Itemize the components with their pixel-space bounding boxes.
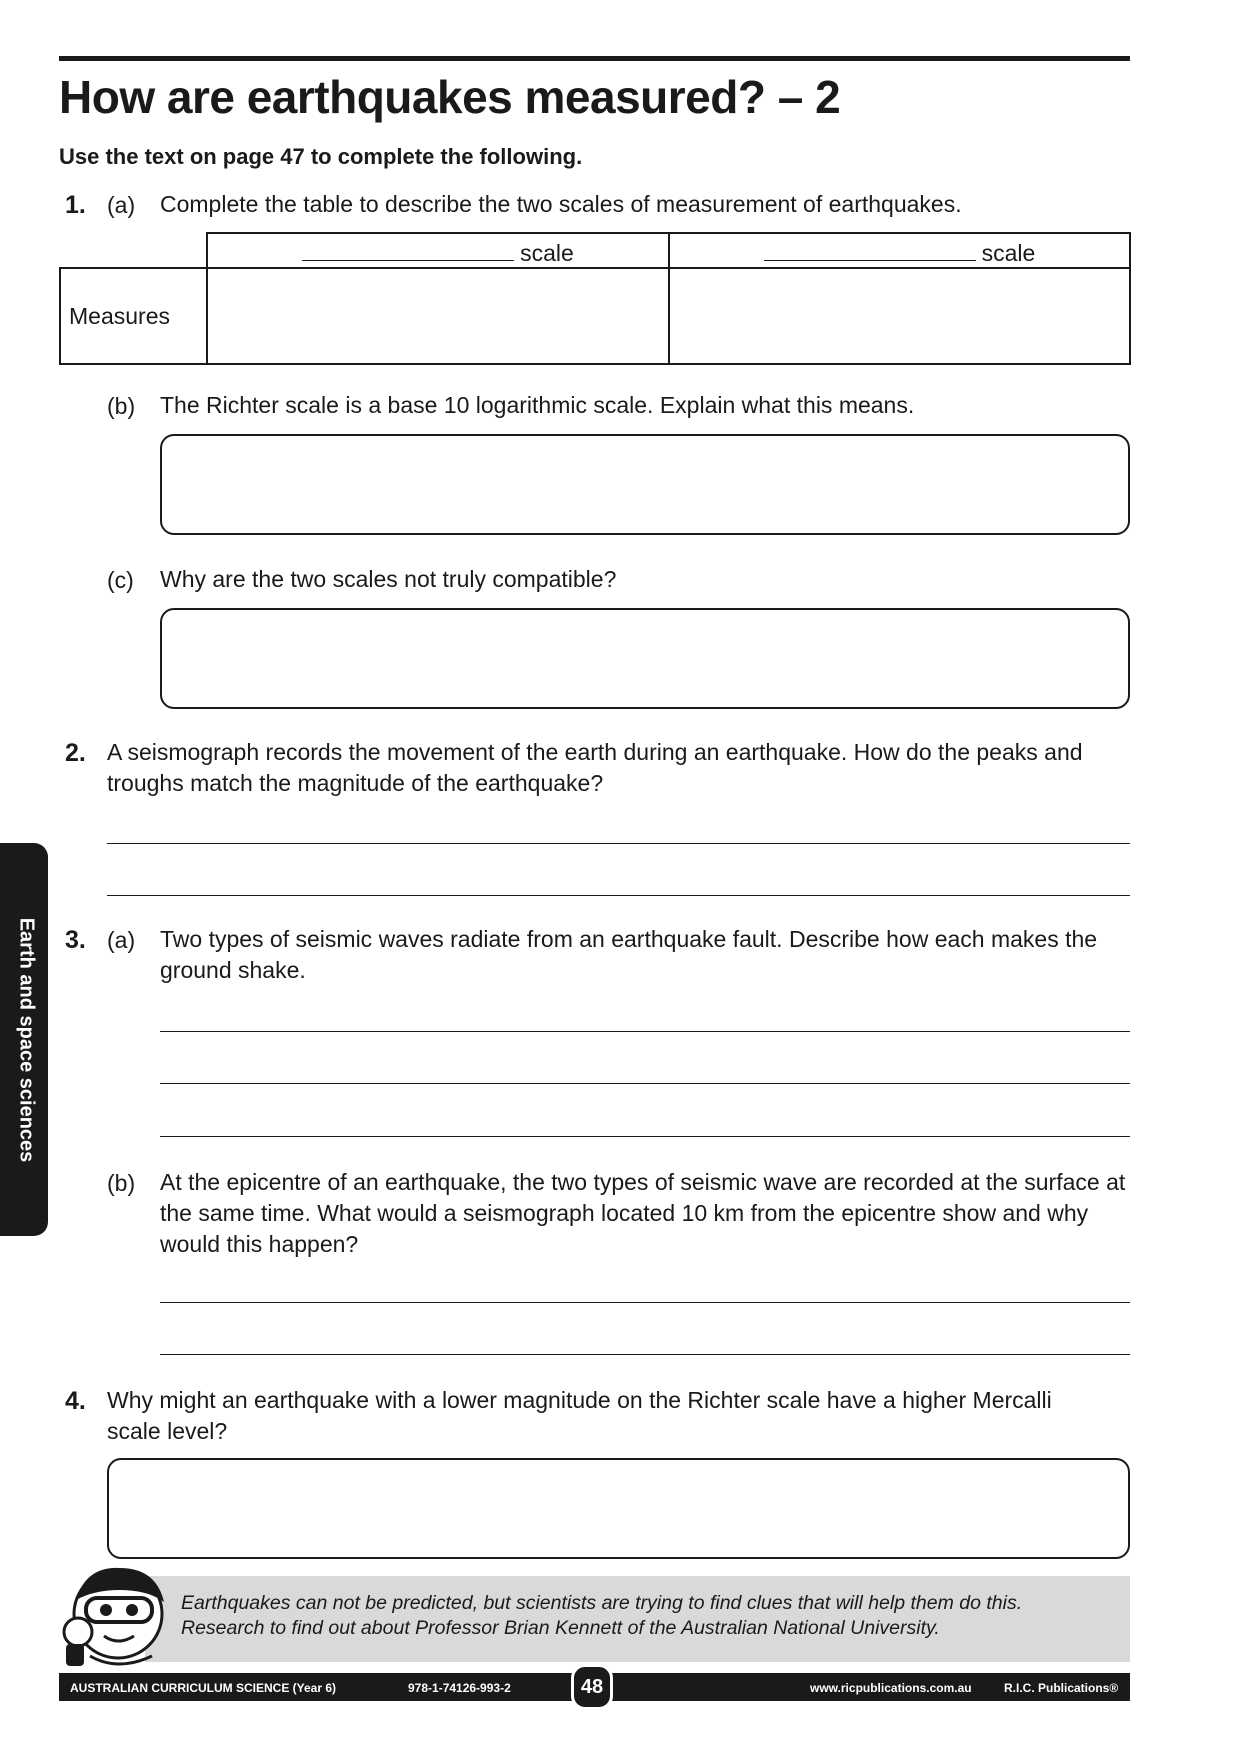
table-corner-cell xyxy=(60,233,207,268)
question-3b-text: At the epicentre of an earthquake, the two types of seismic wave are recorded at the surface at the same time. What would a seismograph located 10 km from the epicentre show and why would this happen? xyxy=(160,1169,1126,1257)
footer-website[interactable]: www.ricpublications.com.au xyxy=(810,1681,972,1695)
question-1b-text: The Richter scale is a base 10 logarithmic scale. Explain what this means. xyxy=(160,392,915,418)
question-1a-text: Complete the table to describe the two scales of measurement of earthquakes. xyxy=(160,191,962,217)
question-2-text: A seismograph records the movement of the earth during an earthquake. How do the peaks and troughs match the magnitude of the earthquake? xyxy=(107,739,1083,796)
page-title: How are earthquakes measured? – 2 xyxy=(59,71,841,123)
page-number-badge: 48 xyxy=(571,1664,613,1710)
scale-2-header[interactable] xyxy=(669,233,1130,268)
answer-box-1c[interactable] xyxy=(160,608,1130,709)
scale-2-measures-cell[interactable] xyxy=(669,268,1130,364)
answer-line-2-2[interactable] xyxy=(107,895,1130,896)
footer-isbn: 978-1-74126-993-2 xyxy=(408,1681,511,1695)
answer-box-4[interactable] xyxy=(107,1458,1130,1559)
question-3a-text: Two types of seismic waves radiate from an earthquake fault. Describe how each makes the ground shake. xyxy=(160,926,1098,983)
tip-line-2: Research to find out about Professor Brian Kennett of the Australian National University. xyxy=(181,1617,940,1639)
question-3b-label: (b) xyxy=(107,1170,136,1196)
scale-2-suffix: scale xyxy=(981,240,1036,266)
measures-row-header: Measures xyxy=(60,268,207,364)
question-3-number: 3. xyxy=(65,926,86,954)
question-4-number: 4. xyxy=(65,1387,86,1415)
answer-line-3a-1[interactable] xyxy=(160,1031,1130,1032)
question-1a-label: (a) xyxy=(107,192,136,218)
scale-1-header[interactable] xyxy=(207,233,669,268)
question-1c-text: Why are the two scales not truly compatible? xyxy=(160,566,617,592)
answer-box-1b[interactable] xyxy=(160,434,1130,535)
tip-text xyxy=(181,1591,1022,1641)
footer-publisher: R.I.C. Publications® xyxy=(1004,1681,1119,1695)
footer-series: AUSTRALIAN CURRICULUM SCIENCE (Year 6) xyxy=(70,1681,337,1695)
question-1-number: 1. xyxy=(65,191,86,219)
scientist-mascot-icon xyxy=(56,1560,174,1672)
question-1b-label: (b) xyxy=(107,393,136,419)
question-2-number: 2. xyxy=(65,739,86,767)
answer-line-3b-2[interactable] xyxy=(160,1354,1130,1355)
answer-line-3b-1[interactable] xyxy=(160,1302,1130,1303)
answer-line-2-1[interactable] xyxy=(107,843,1130,844)
scale-2-blank[interactable] xyxy=(764,259,976,261)
top-rule xyxy=(59,56,1130,61)
scale-1-suffix: scale xyxy=(520,240,574,266)
scale-1-blank[interactable] xyxy=(302,259,514,261)
answer-line-3a-2[interactable] xyxy=(160,1083,1130,1084)
instruction-text: Use the text on page 47 to complete the following. xyxy=(59,144,583,169)
question-4-text: Why might an earthquake with a lower magnitude on the Richter scale have a higher Mercalli scale level? xyxy=(107,1387,1052,1444)
question-3a-label: (a) xyxy=(107,927,136,953)
question-1c-label: (c) xyxy=(107,567,134,593)
scales-table xyxy=(59,232,1131,365)
tip-line-1: Earthquakes can not be predicted, but scientists are trying to find clues that will help them do this. xyxy=(181,1592,1023,1614)
answer-line-3a-3[interactable] xyxy=(160,1136,1130,1137)
side-tab-label: Earth and space sciences xyxy=(15,917,38,1163)
scale-1-measures-cell[interactable] xyxy=(207,268,669,364)
